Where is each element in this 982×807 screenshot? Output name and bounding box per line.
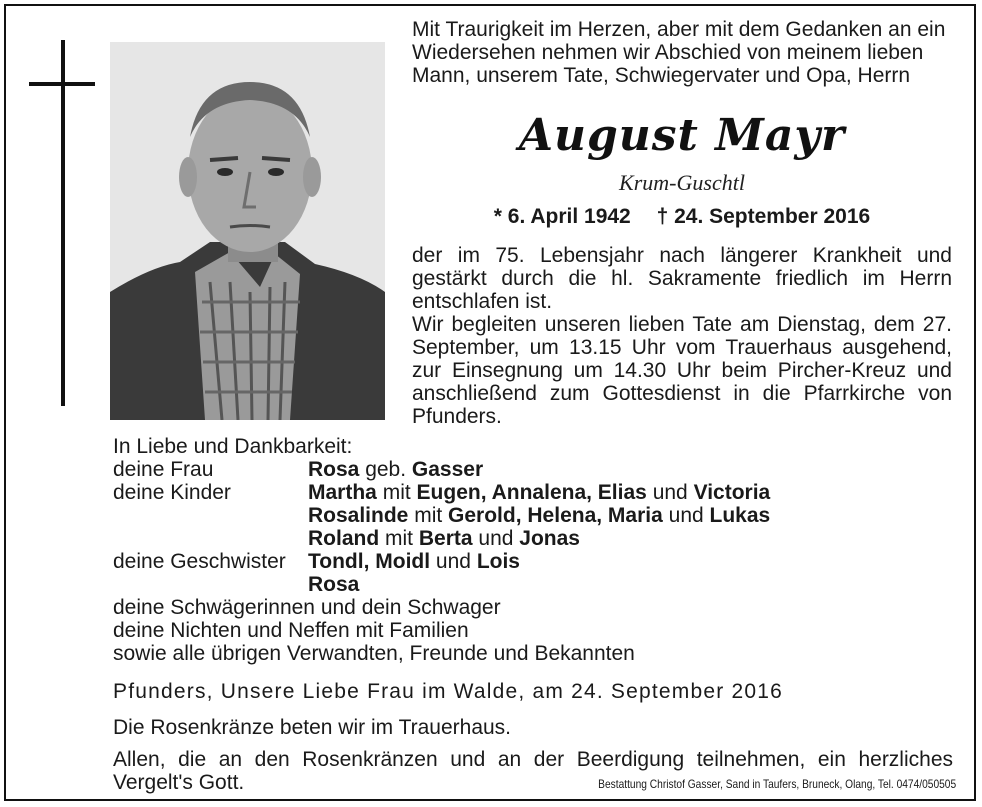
mourners-list — [113, 435, 953, 665]
wife-label: deine Frau — [113, 458, 214, 481]
child-family: Martha mit Eugen, Annalena, Elias und Victoria — [308, 481, 771, 504]
relatives-line: sowie alle übrigen Verwandten, Freunde und Bekannten — [113, 642, 635, 665]
death-date: † 24. September 2016 — [656, 205, 871, 228]
birth-date: * 6. April 1942 — [493, 205, 631, 228]
children-row — [113, 481, 953, 504]
passing-text: der im 75. Lebensjahr nach längerer Krankheit und gestärkt durch die hl. Sakramente friedlich im Herrn entschlafen ist. — [412, 244, 952, 313]
child-family: Roland mit Berta und Jonas — [308, 527, 580, 550]
funeral-text: Wir begleiten unseren lieben Tate am Dienstag, dem 27. September, um 13.15 Uhr vom Trauerhaus ausgehend, zur Einsegnung um 14.30 Uhr beim Pircher-Kreuz und anschließend zum Gottesdienst in die Pfarrkirche von Pfunders. — [412, 313, 952, 428]
siblings-names: Rosa — [308, 573, 360, 596]
siblings-row — [113, 550, 953, 573]
siblings-row — [113, 573, 953, 596]
in-laws-line: deine Schwägerinnen und dein Schwager — [113, 596, 501, 619]
child-family: Rosalinde mit Gerold, Helena, Maria und Lukas — [308, 504, 771, 527]
nieces-line: deine Nichten und Neffen mit Familien — [113, 619, 469, 642]
children-row — [113, 527, 953, 550]
rosary-text: Die Rosenkränze beten wir im Trauerhaus. — [113, 716, 512, 739]
mourners-heading: In Liebe und Dankbarkeit: — [113, 435, 353, 458]
siblings-label: deine Geschwister — [113, 550, 286, 573]
children-label: deine Kinder — [113, 481, 231, 504]
place-date: Pfunders, Unsere Liebe Frau im Walde, am 24. September 2016 — [113, 680, 783, 703]
deceased-nickname: Krum-Guschtl — [619, 170, 745, 195]
siblings-names: Tondl, Moidl und Lois — [308, 550, 520, 573]
portrait-photo — [110, 42, 385, 420]
children-row — [113, 504, 953, 527]
wife-name: Rosa geb. Gasser — [308, 458, 484, 481]
wife-row — [113, 458, 953, 481]
undertaker-info: Bestattung Christof Gasser, Sand in Taufers, Bruneck, Olang, Tel. 0474/050505 — [598, 777, 956, 791]
deceased-name: August Mayr — [518, 110, 846, 161]
announcement-body — [412, 244, 952, 428]
intro-text: Mit Traurigkeit im Herzen, aber mit dem Gedanken an ein Wiedersehen nehmen wir Abschied von meinem lieben Mann, unserem Tate, Schwiegervater und Opa, Herrn — [412, 18, 946, 87]
cross-icon — [61, 40, 65, 406]
life-dates — [412, 205, 952, 229]
thanks-text: Allen, die an den Rosenkränzen und an der Beerdigung teilnehmen, ein herzliches Vergelt's Gott. — [113, 748, 953, 794]
cross-icon-bar — [29, 82, 95, 86]
